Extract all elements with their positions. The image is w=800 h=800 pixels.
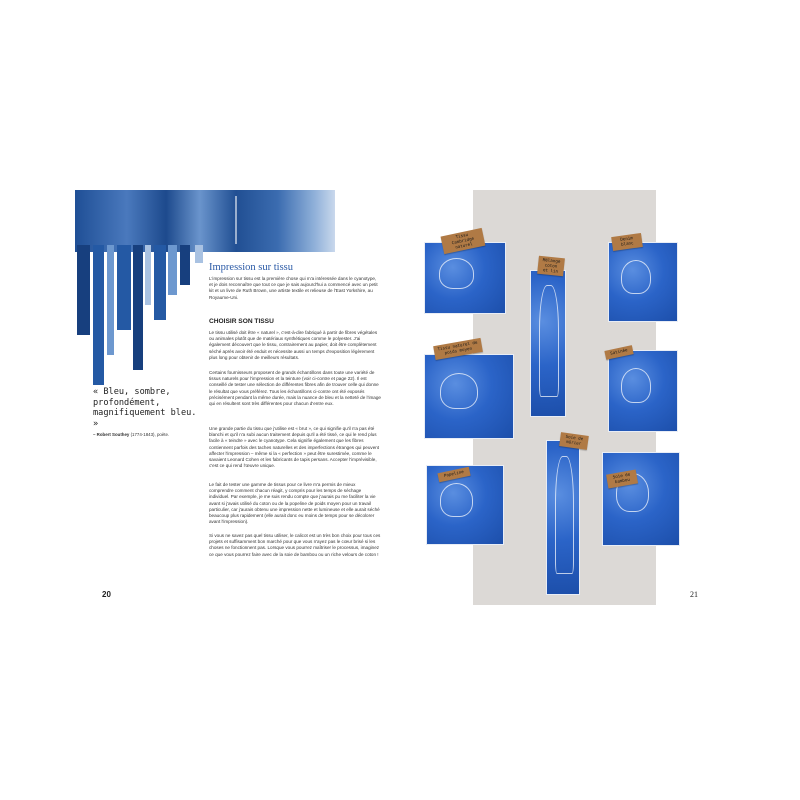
pull-quote: « Bleu, sombre, profondément, magnifiquement bleu. » (93, 387, 197, 429)
fabric-swatch (608, 242, 678, 322)
intro-paragraph: L'impression sur tissu est la première chose qui m'a intéressée dans le cyanotype, et je dois reconnaître que tout ce que je sais aujourd'hui a commencé avec un petit kit et un livre de Ruth Brown, une artiste textile et relieuse de l'East Yorkshire, au Royaume-Uni. (209, 276, 378, 300)
swatch-label: Satinée (604, 345, 633, 359)
swatch-label: Tissu Cambridge naturel (441, 228, 486, 255)
fabric-strip (180, 245, 190, 285)
fabric-swatch (546, 440, 580, 595)
fabric-strip (77, 245, 90, 335)
swatch-label: Soie de mûrier (559, 432, 589, 449)
quote-author: – Robert Southey (93, 432, 130, 437)
quote-detail: (1774-1843), poète. (129, 432, 170, 437)
fabric-swatch (602, 452, 680, 546)
left-page (75, 190, 397, 605)
fabric-strip (168, 245, 177, 295)
fabric-swatch (530, 270, 566, 417)
page-number-right: 21 (690, 590, 698, 599)
fabric-strip (133, 245, 143, 370)
fabric-swatch (424, 354, 514, 439)
fabric-swatch (608, 350, 678, 432)
fabric-strip (154, 245, 166, 320)
body-paragraph: Une grande partie du tissu que j'utilise est « brut », ce qui signifie qu'il n'a pas été blanchi et qu'il n'a subi aucun traitement depuis qu'il a été tissé, ce qui le rend plus facile à « teindre » avec le cyanotype. Cela signifie également que les fibres contiennent parfois des taches naturelles et des imperfections étranges qui peuvent affecter l'impression – même si la « perfection » peut être surestimée, comme le savaient Leonard Cohen et les fabricants de tapis persans. Accepter l'imprévisible, c'est ce qui rend l'œuvre unique. (209, 426, 380, 469)
fabric-strip (107, 245, 114, 355)
fabric-strip (117, 245, 131, 330)
subheading: CHOISIR SON TISSU (209, 318, 274, 325)
section-title: Impression sur tissu (209, 262, 293, 273)
swatch-label: Mélange coton et lin (537, 256, 565, 277)
right-page (402, 190, 725, 605)
fabric-swatch (424, 242, 506, 314)
swatch-label: Tissu naturel de poids moyen (433, 338, 483, 360)
hanging-fabric-band (75, 190, 335, 252)
swatch-label: Denim blanc (611, 233, 643, 251)
body-paragraph: Si vous ne savez pas quel tissu utiliser, le calicot est un très bon choix pour tous ces projets et suffisamment bon marché pour que vous n'ayez pas le cœur brisé si les choses ne fonctionnent pas. Lorsque vous pourrez maîtriser le processus, imaginez ce que vous pourrez faire avec de la soie de bambou ou un riche velours de coton ! (209, 533, 381, 557)
fern-print (235, 196, 267, 244)
swatch-label: Soie de bambou (606, 469, 638, 488)
swatch-label: Popeline (437, 467, 470, 482)
body-paragraph: Le tissu utilisé doit être « naturel », c'est-à-dire fabriqué à partir de fibres végétales ou animales plutôt que de matériaux synthétiques comme le polyester. J'ai également découvert que le tissu, contrairement au papier, doit être complètement séché après avoir été enduit et nécessite aussi un temps d'exposition légèrement plus long pour obtenir de meilleurs résultats. (209, 330, 378, 360)
fabric-strip (145, 245, 151, 305)
quote-credit (93, 432, 203, 437)
page-number-left: 20 (102, 590, 111, 599)
body-paragraph: Le fait de tester une gamme de tissus pour ce livre m'a permis de mieux comprendre comment chacun réagit, y compris pour les temps de séchage individuel. Par exemple, je me suis rendu compte que j'aurais pu me faciliter la vie avant si j'avais utilisé du coton ou de la popeline de poids moyen pour un travail particulier, car j'aurais obtenu une impression nette et lumineuse et elle aurait séché beaucoup plus rapidement (elle aurait donc eu moins de temps pour se décolorer avant l'impression). (209, 482, 380, 525)
fabric-strip (93, 245, 104, 385)
body-paragraph: Certains fournisseurs proposent de grands échantillons dans toute une variété de tissus naturels pour l'impression et la teinture (voir ci-contre et page 22). Il est conseillé de tester une sélection de différentes fibres afin de trouver celle qui donne le résultat que vous préférez. Tous les échantillons ci-contre ont été exposés précisément pendant la même durée, mais la nuance de bleu et la netteté de l'image qui en résultent sont très différentes pour chacun d'entre eux. (209, 370, 381, 407)
fabric-strip (195, 245, 203, 263)
